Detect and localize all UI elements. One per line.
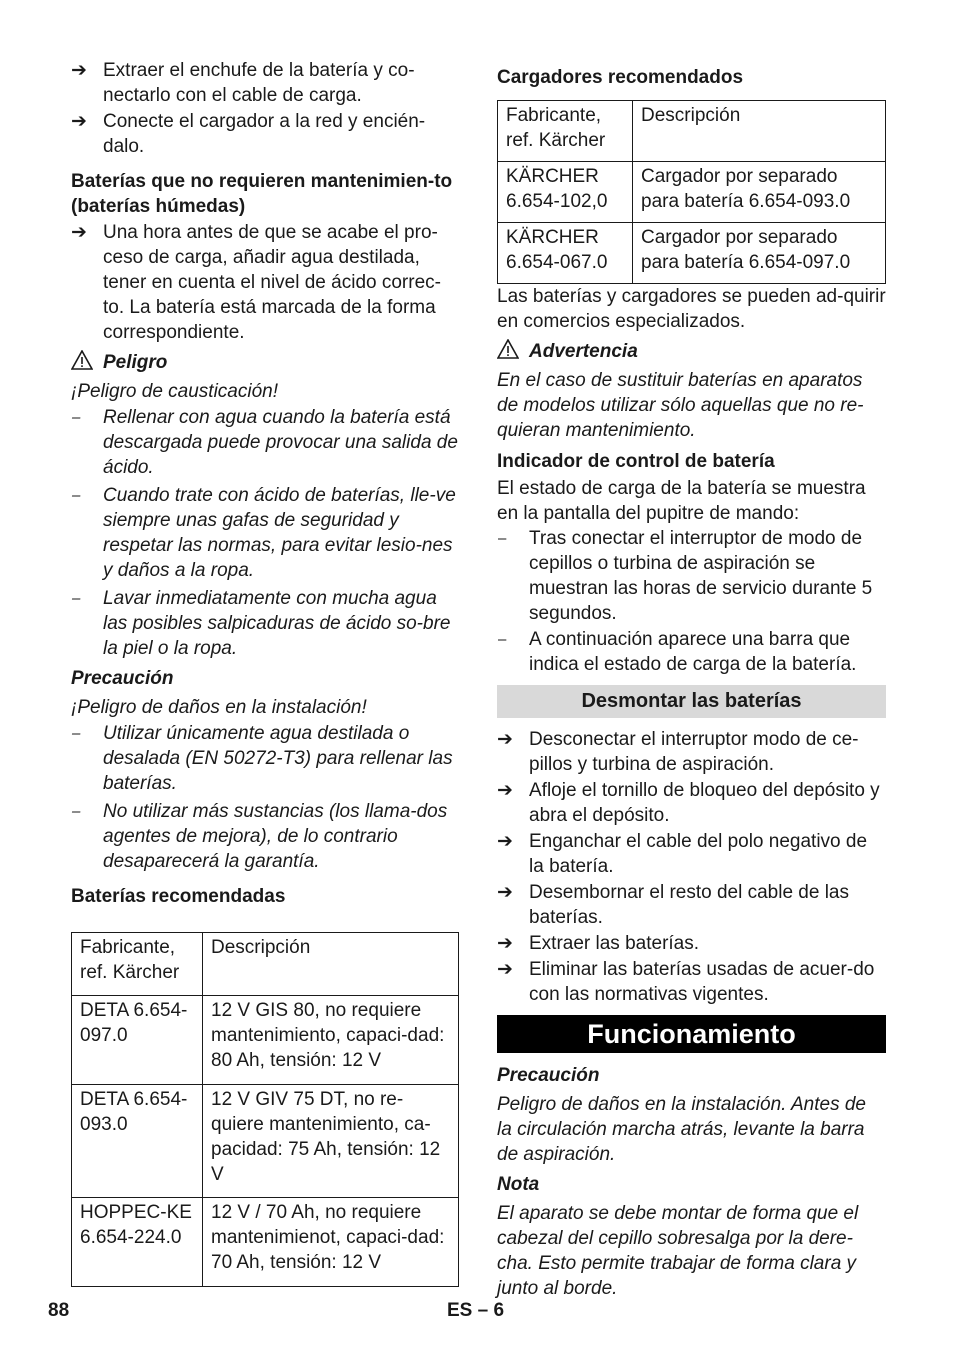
- table-cell: 12 V / 70 Ah, no requiere mantenimienot, capaci-dad: 70 Ah, tensión: 12 V: [203, 1198, 459, 1287]
- table-cell: KÄRCHER 6.654-102,0: [498, 162, 633, 223]
- table-header-cell: Fabricante, ref. Kärcher: [72, 933, 203, 996]
- arrow-icon: ➔: [497, 729, 513, 750]
- danger-intro: ¡Peligro de causticación!: [71, 381, 278, 402]
- dash-bullet: –: [72, 590, 81, 607]
- table-header-row: [72, 933, 459, 996]
- page-code: [447, 1298, 504, 1323]
- table-cell: 12 V GIS 80, no requiere mantenimiento, capaci-dad: 80 Ah, tensión: 12 V: [203, 996, 459, 1085]
- dash-bullet: –: [72, 409, 81, 426]
- warning-triangle-icon: [71, 350, 93, 370]
- chargers-table: [497, 100, 886, 284]
- section-number: – 6: [477, 1300, 505, 1321]
- arrow-icon: ➔: [497, 882, 513, 903]
- language-code: ES: [447, 1300, 473, 1321]
- recommended-chargers-heading: Cargadores recomendados: [497, 67, 744, 88]
- indicator-text: El estado de carga de la batería se muestra en la pantalla del pupitre de mando:: [497, 478, 866, 524]
- table-cell: DETA 6.654-093.0: [72, 1085, 203, 1198]
- indicator-item: – A continuación aparece una barra que indica el estado de carga de la batería.: [498, 629, 857, 675]
- table-header-cell: Descripción: [633, 101, 886, 162]
- right-column: [497, 65, 886, 1301]
- table-cell: HOPPEC-KE 6.654-224.0: [72, 1198, 203, 1287]
- remove-batteries-heading: Desmontar las baterías: [497, 685, 886, 718]
- note-text: El aparato se debe montar de forma que el cabezal del cepillo sobresalga por la dere-cha. Esto permite trabajar de forma clara y junto al borde.: [497, 1203, 859, 1299]
- left-column: [71, 58, 459, 1287]
- table-row: [498, 162, 886, 223]
- dash-bullet: –: [498, 530, 507, 547]
- batteries-table: [71, 932, 459, 1287]
- danger-item: – Lavar inmediatamente con mucha agua las posibles salpicaduras de ácido so-bre la piel o la ropa.: [72, 588, 451, 659]
- step: ➔ Extraer el enchufe de la batería y co-nectarlo con el cable de carga.: [71, 60, 415, 106]
- table-row: [72, 1085, 459, 1198]
- caution-intro: ¡Peligro de daños en la instalación!: [71, 697, 367, 718]
- dash-bullet: –: [72, 725, 81, 742]
- table-cell: Cargador por separado para batería 6.654-093.0: [633, 162, 886, 223]
- table-cell: DETA 6.654-097.0: [72, 996, 203, 1085]
- table-cell: KÄRCHER 6.654-067.0: [498, 223, 633, 284]
- arrow-icon: ➔: [497, 959, 513, 980]
- danger-label: Peligro: [71, 350, 459, 375]
- step: ➔ Extraer las baterías.: [497, 933, 700, 954]
- danger-item: – Rellenar con agua cuando la batería está descargada puede provocar una salida de ácido.: [72, 407, 458, 478]
- wet-batteries-heading: Baterías que no requieren mantenimien-to (baterías húmedas): [71, 171, 453, 217]
- caution-label: Precaución: [71, 668, 174, 689]
- dash-bullet: –: [498, 631, 507, 648]
- step: ➔ Afloje el tornillo de bloqueo del depósito y abra el depósito.: [497, 780, 880, 826]
- warning-text: En el caso de sustituir baterías en aparatos de modelos utilizar sólo aquellas que no re-quieran mantenimiento.: [497, 370, 864, 441]
- table-header-cell: Fabricante, ref. Kärcher: [498, 101, 633, 162]
- availability-text: Las baterías y cargadores se pueden ad-quirir en comercios especializados.: [497, 286, 886, 332]
- caution-text: Peligro de daños en la instalación. Antes de la circulación marcha atrás, levante la barra de aspiración.: [497, 1094, 866, 1165]
- step: ➔ Enganchar el cable del polo negativo de la batería.: [497, 831, 868, 877]
- caution-item: – Utilizar únicamente agua destilada o desalada (EN 50272-T3) para rellenar las baterías.: [72, 723, 453, 794]
- warning-triangle-icon: [497, 339, 519, 359]
- table-header-cell: Descripción: [203, 933, 459, 996]
- danger-item: – Cuando trate con ácido de baterías, lle-ve siempre unas gafas de seguridad y respetar las normas, para evitar lesio-nes y daños a la ropa.: [72, 485, 456, 581]
- page-number: 88: [48, 1300, 70, 1321]
- table-header-row: [498, 101, 886, 162]
- indicator-heading: Indicador de control de batería: [497, 451, 775, 472]
- table-cell: Cargador por separado para batería 6.654-097.0: [633, 223, 886, 284]
- dash-bullet: –: [72, 803, 81, 820]
- dash-bullet: –: [72, 487, 81, 504]
- caution-label: Precaución: [497, 1065, 600, 1086]
- arrow-icon: ➔: [497, 933, 513, 954]
- arrow-icon: ➔: [71, 111, 87, 132]
- step: ➔ Desconectar el interruptor modo de ce-pillos y turbina de aspiración.: [497, 729, 859, 775]
- table-row: [498, 223, 886, 284]
- indicator-item: – Tras conectar el interruptor de modo de cepillos o turbina de aspiración se muestran las horas de servicio durante 5 segundos.: [498, 528, 873, 624]
- table-cell: 12 V GIV 75 DT, no re-quiere mantenimiento, ca-pacidad: 75 Ah, tensión: 12 V: [203, 1085, 459, 1198]
- arrow-icon: ➔: [71, 222, 87, 243]
- arrow-icon: ➔: [497, 831, 513, 852]
- step: ➔ Una hora antes de que se acabe el pro-ceso de carga, añadir agua destilada, tener en cuenta el nivel de ácido correc-to. La batería está marcada de la forma correspondiente.: [71, 222, 441, 343]
- step: ➔ Desembornar el resto del cable de las baterías.: [497, 882, 850, 928]
- operation-heading: Funcionamiento: [497, 1015, 886, 1053]
- table-row: [72, 996, 459, 1085]
- step: ➔ Eliminar las baterías usadas de acuer-do con las normativas vigentes.: [497, 959, 875, 1005]
- step: ➔ Conecte el cargador a la red y encién-dalo.: [71, 111, 426, 157]
- note-label: Nota: [497, 1174, 540, 1195]
- table-row: [72, 1198, 459, 1287]
- caution-item: – No utilizar más sustancias (los llama-dos agentes de mejora), de lo contrario desaparecerá la garantía.: [72, 801, 448, 872]
- warning-label: Advertencia: [497, 339, 886, 364]
- arrow-icon: ➔: [497, 780, 513, 801]
- recommended-batteries-heading: Baterías recomendadas: [71, 886, 286, 907]
- arrow-icon: ➔: [71, 60, 87, 81]
